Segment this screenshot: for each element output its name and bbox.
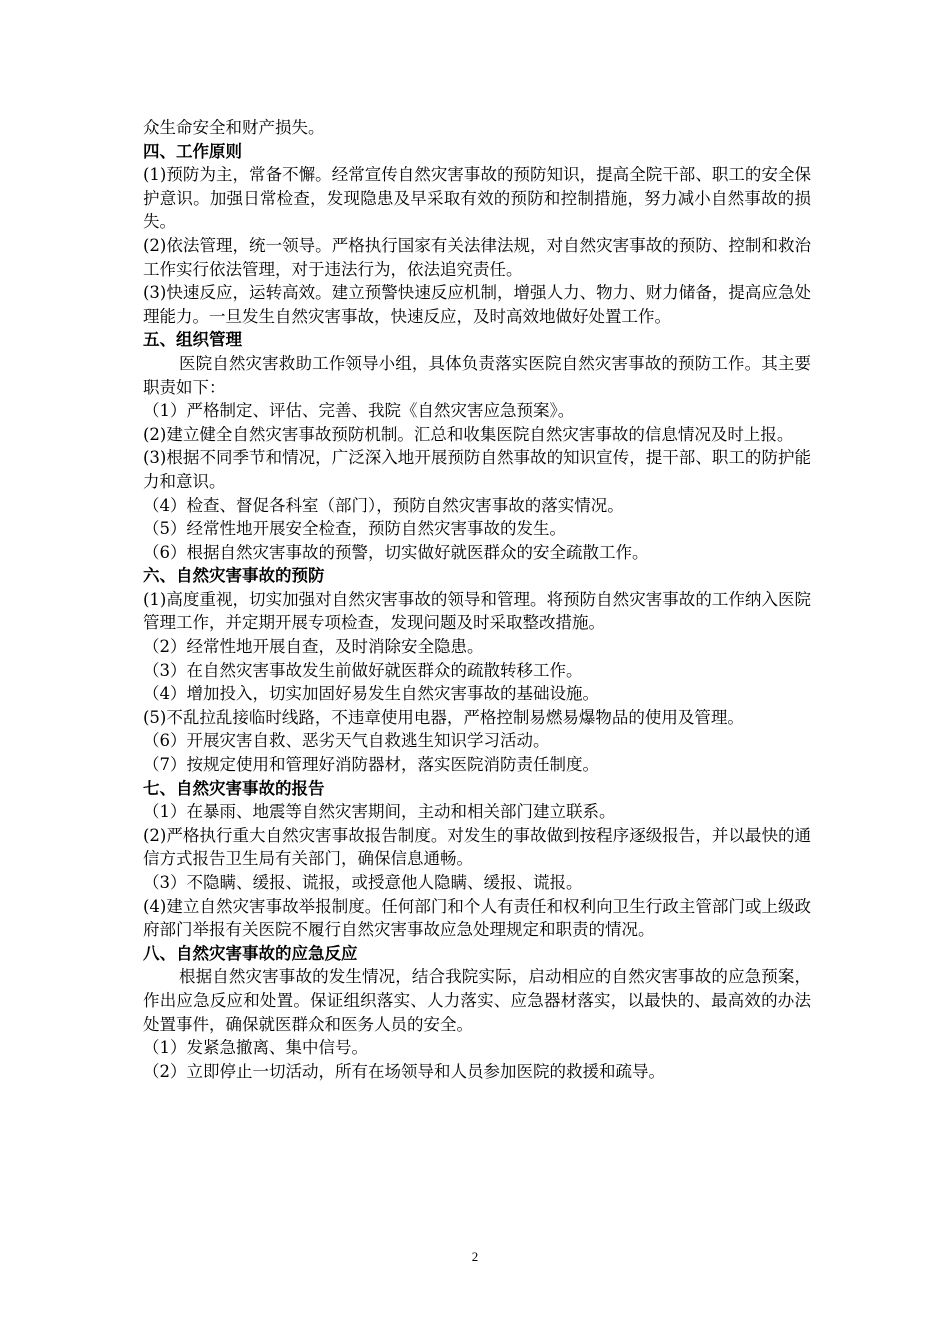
paragraph: （4）增加投入，切实加固好易发生自然灾害事故的基础设施。: [143, 684, 599, 704]
paragraph: 众生命安全和财产损失。: [143, 118, 325, 137]
section-heading: 七、自然灾害事故的报告: [143, 778, 325, 798]
paragraph: (3)根据不同季节和情况，广泛深入地开展预防自然事故的知识宣传，提干部、职工的防护能力和意识。: [143, 448, 811, 491]
paragraph: （3）不隐瞒、缓报、谎报，或授意他人隐瞒、缓报、谎报。: [143, 873, 583, 892]
paragraph: (1)高度重视，切实加强对自然灾害事故的领导和管理。将预防自然灾害事故的工作纳入医院管理工作，并定期开展专项检查，发现问题及时采取整改措施。: [143, 589, 811, 633]
paragraph: （1）严格制定、评估、完善、我院《自然灾害应急预案》。: [143, 401, 575, 421]
document-body: [143, 116, 811, 1083]
page-number: 2: [471, 1249, 479, 1264]
section-heading: 六、自然灾害事故的预防: [143, 566, 325, 586]
section-heading: 五、组织管理: [143, 330, 242, 350]
section-heading: 四、工作原则: [143, 141, 242, 161]
paragraph: （1）发紧急撤离、集中信号。: [143, 1038, 368, 1058]
paragraph: 医院自然灾害救助工作领导小组，具体负责落实医院自然灾害事故的预防工作。其主要职责如下：: [143, 353, 811, 397]
paragraph: (2)建立健全自然灾害事故预防机制。汇总和收集医院自然灾害事故的信息情况及时上报。: [143, 424, 794, 444]
paragraph: 根据自然灾害事故的发生情况，结合我院实际，启动相应的自然灾害事故的应急预案，作出应急反应和处置。保证组织落实、人力落实、应急器材落实，以最快的、最高效的办法处置事件，确保就医群众和医务人员的安全。: [143, 967, 811, 1034]
paragraph: （2）经常性地开展自查，及时消除安全隐患。: [143, 637, 484, 657]
paragraph: （3）在自然灾害事故发生前做好就医群众的疏散转移工作。: [143, 660, 583, 680]
paragraph: (1)预防为主，常备不懈。经常宣传自然灾害事故的预防知识，提高全院干部、职工的安全保护意识。加强日常检查，发现隐患及早采取有效的预防和控制措施，努力减小自然事故的损失。: [143, 165, 811, 232]
paragraph: （6）开展灾害自救、恶劣天气自救逃生知识学习活动。: [143, 731, 550, 751]
section-heading: 八、自然灾害事故的应急反应: [143, 943, 358, 963]
paragraph: (2)依法管理，统一领导。严格执行国家有关法律法规，对自然灾害事故的预防、控制和救治工作实行依法管理，对于违法行为，依法追究责任。: [143, 235, 811, 279]
paragraph: （4）检查、督促各科室（部门），预防自然灾害事故的落实情况。: [143, 495, 624, 515]
paragraph: （6）根据自然灾害事故的预警，切实做好就医群众的安全疏散工作。: [143, 542, 649, 562]
paragraph: (2)严格执行重大自然灾害事故报告制度。对发生的事故做到按程序逐级报告，并以最快的通信方式报告卫生局有关部门，确保信息通畅。: [143, 825, 811, 869]
paragraph: (4)建立自然灾害事故举报制度。任何部门和个人有责任和权利向卫生行政主管部门或上级政府部门举报有关医院不履行自然灾害事故应急处理规定和职责的情况。: [143, 896, 811, 940]
paragraph: （5）经常性地开展安全检查，预防自然灾害事故的发生。: [143, 519, 566, 539]
paragraph: (5)不乱拉乱接临时线路，不违章使用电器，严格控制易燃易爆物品的使用及管理。: [143, 707, 744, 727]
paragraph: （1）在暴雨、地震等自然灾害期间，主动和相关部门建立联系。: [143, 802, 616, 822]
paragraph: (3)快速反应，运转高效。建立预警快速反应机制，增强人力、物力、财力储备，提高应急处理能力。一旦发生自然灾害事故，快速反应，及时高效地做好处置工作。: [143, 283, 811, 326]
paragraph: （2）立即停止一切活动，所有在场领导和人员参加医院的救援和疏导。: [143, 1061, 665, 1081]
paragraph: （7）按规定使用和管理好消防器材，落实医院消防责任制度。: [143, 755, 599, 775]
